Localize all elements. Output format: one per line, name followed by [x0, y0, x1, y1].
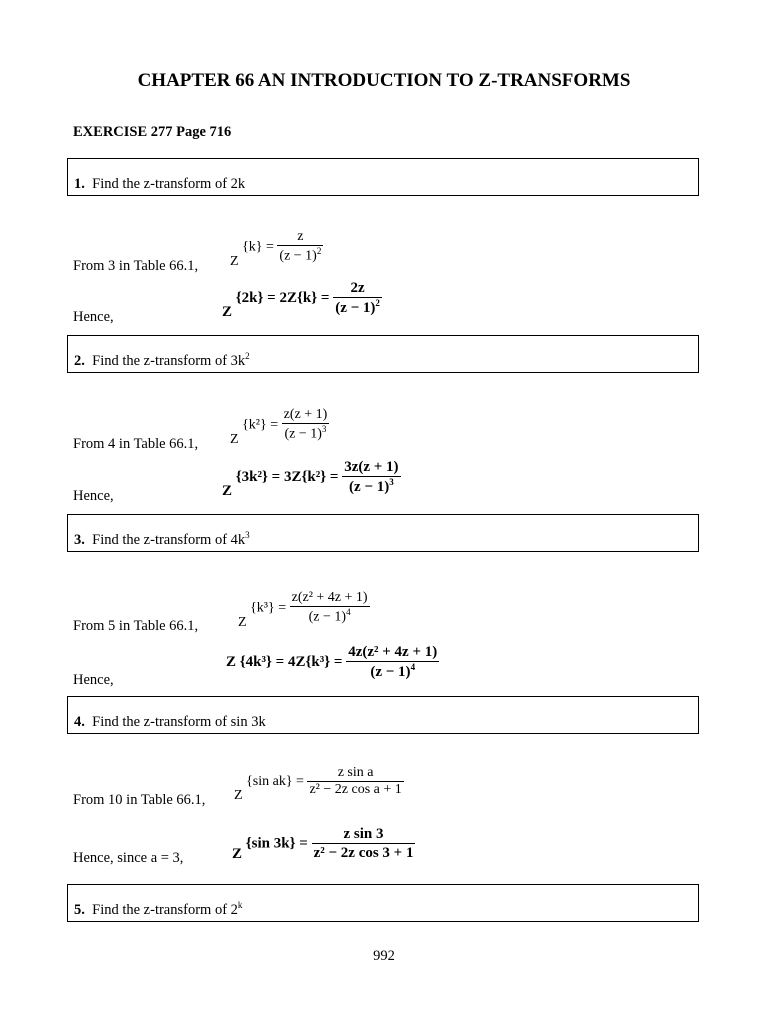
solution-1-result-equation [222, 280, 382, 321]
question-2 [74, 351, 250, 370]
solution-4-from: From 10 in Table 66.1, [73, 792, 206, 808]
fraction-numerator: z(z + 1) [282, 407, 330, 424]
question-text: Find the z-transform of [92, 532, 228, 548]
question-text: Find the z-transform of 2k [92, 176, 246, 192]
question-number: 5. [74, 902, 85, 918]
fraction-numerator: 2z [333, 280, 382, 298]
table-fraction [277, 229, 323, 266]
fraction-numerator: z sin a [307, 765, 403, 782]
fraction-denominator: z² − 2z cos 3 + 1 [313, 845, 414, 862]
z-operator: Z [232, 845, 243, 862]
solution-1-table-equation [230, 229, 323, 269]
solution-3-from: From 5 in Table 66.1, [73, 618, 199, 634]
fraction-denominator: $(z - 1)^4$ [308, 607, 351, 625]
question-text: Find the z-transform of [92, 902, 228, 918]
z-operator: Z [234, 788, 243, 804]
solution-1-from: From 3 in Table 66.1, [73, 258, 199, 274]
fraction-numerator: z sin 3 [312, 826, 416, 844]
question-4 [74, 714, 266, 731]
solution-4-result-equation [232, 826, 415, 862]
question-text: Find the z-transform of sin 3k [92, 714, 266, 730]
table-lhs: {sin ak} = [246, 774, 304, 790]
solution-1-hence: Hence, [73, 309, 114, 325]
fraction-numerator: z [277, 229, 323, 246]
question-box-4 [67, 696, 699, 734]
fraction-denominator: $(z - 1)^2$ [335, 298, 380, 317]
solution-2-hence: Hence, [73, 488, 114, 504]
question-number: 1. [74, 176, 85, 192]
question-expression: 2$^k$ [230, 900, 243, 918]
question-expression: $3k^2$ [230, 351, 250, 369]
table-lhs: {k³} = [250, 600, 287, 616]
fraction-denominator: $(z - 1)^4$ [370, 662, 416, 681]
z-operator: Z [222, 304, 233, 321]
result-lhs: {3k²} = 3Z{k²} = [235, 469, 339, 486]
table-lhs: {k} = [242, 239, 274, 255]
result-fraction [342, 459, 400, 496]
solution-4-hence: Hence, since a = 3, [73, 850, 184, 866]
table-lhs: {k²} = [242, 417, 279, 433]
fraction-denominator: z² − 2z cos a + 1 [309, 782, 402, 798]
fraction-denominator: $(z - 1)^3$ [349, 477, 394, 496]
question-expression: $4k^3$ [230, 530, 250, 548]
fraction-numerator: 4z(z² + 4z + 1) [346, 644, 439, 662]
exercise-heading: EXERCISE 277 Page 716 [73, 124, 232, 140]
question-number: 4. [74, 714, 85, 730]
z-operator: Z [222, 483, 233, 500]
z-operator: Z [226, 654, 237, 671]
table-fraction [307, 765, 403, 799]
result-fraction [312, 826, 416, 862]
table-fraction [290, 590, 370, 627]
result-lhs: {2k} = 2Z{k} = [235, 290, 330, 307]
question-box-3 [67, 514, 699, 552]
question-box-2 [67, 335, 699, 373]
question-3 [74, 530, 250, 549]
fraction-denominator: $(z - 1)^3$ [284, 424, 327, 442]
solution-3-table-equation [238, 590, 370, 630]
solution-3-result-equation [226, 644, 439, 681]
solution-4-table-equation [234, 765, 404, 804]
result-lhs: {4k³} = 4Z{k³} = [239, 654, 343, 671]
chapter-title: CHAPTER 66 AN INTRODUCTION TO Z-TRANSFORMS [137, 70, 631, 91]
fraction-numerator: z(z² + 4z + 1) [290, 590, 370, 607]
result-fraction [346, 644, 439, 681]
z-operator: Z [238, 614, 247, 630]
solution-2-from: From 4 in Table 66.1, [73, 436, 199, 452]
fraction-numerator: 3z(z + 1) [342, 459, 400, 477]
table-fraction [282, 407, 330, 444]
page-number: 992 [373, 948, 395, 964]
solution-3-hence: Hence, [73, 672, 114, 688]
question-number: 3. [74, 532, 85, 548]
result-fraction [333, 280, 382, 317]
question-text: Find the z-transform of [92, 353, 228, 369]
z-operator: Z [230, 431, 239, 447]
question-box-5 [67, 884, 699, 922]
result-lhs: {sin 3k} = [245, 835, 308, 852]
fraction-denominator: $(z - 1)^2$ [279, 246, 322, 264]
question-number: 2. [74, 353, 85, 369]
z-operator: Z [230, 253, 239, 269]
solution-2-table-equation [230, 407, 329, 447]
question-1 [74, 176, 245, 193]
solution-2-result-equation [222, 459, 401, 500]
question-box-1 [67, 158, 699, 196]
question-5 [74, 900, 242, 919]
